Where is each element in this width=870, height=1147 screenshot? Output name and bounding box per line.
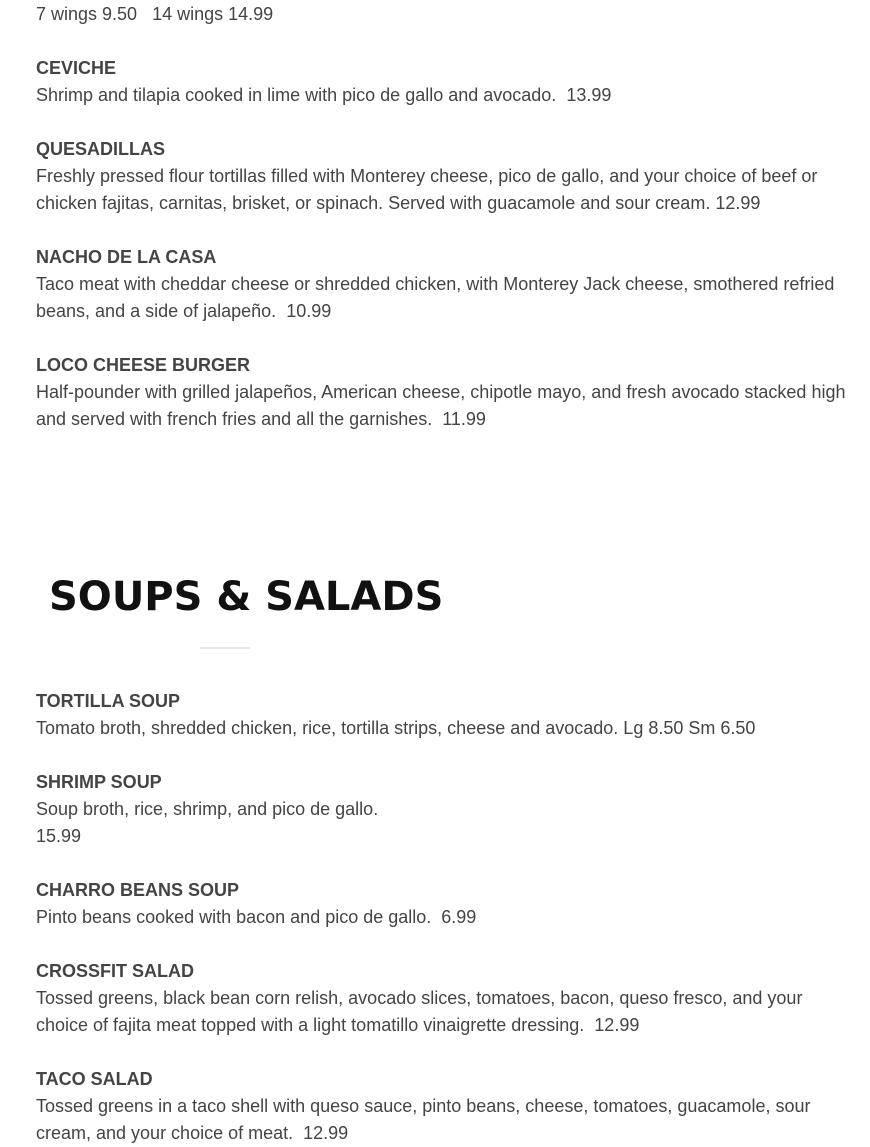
spacer (36, 1039, 846, 1066)
item-name: NACHO DE LA CASA (36, 247, 217, 267)
menu-item-crossfit-salad (36, 958, 846, 1039)
menu-item-taco-salad (36, 1066, 846, 1147)
spacer (36, 742, 846, 769)
item-description: Pinto beans cooked with bacon and pico de gallo. 6.99 (36, 907, 477, 927)
menu-item-tortilla-soup (36, 688, 846, 742)
item-name: TORTILLA SOUP (36, 691, 180, 711)
menu-item-quesadillas (36, 136, 846, 217)
appetizers-list (36, 1, 851, 433)
item-description: Taco meat with cheddar cheese or shredded chicken, with Monterey Jack cheese, smothered refried beans, and a side of jalapeño. 10.99 (36, 274, 840, 321)
section-divider (200, 647, 250, 649)
menu-item-shrimp-soup (36, 769, 846, 850)
item-description: Half-pounder with grilled jalapeños, American cheese, chipotle mayo, and fresh avocado stacked high and served with french fries and all the garnishes. 11.99 (36, 382, 851, 429)
spacer (36, 850, 846, 877)
item-description: Tossed greens, black bean corn relish, avocado slices, tomatoes, bacon, queso fresco, and your choice of fajita meat topped with a light tomatillo vinaigrette dressing. 12.99 (36, 988, 808, 1035)
spacer (36, 325, 846, 352)
menu-item-loco-cheese-burger (36, 352, 851, 433)
menu-item-ceviche (36, 55, 846, 109)
spacer (36, 217, 846, 244)
item-description: Tossed greens in a taco shell with queso sauce, pinto beans, cheese, tomatoes, guacamole, sour cream, and your choice of meat. 12.99 (36, 1096, 816, 1143)
menu-item-charro-beans-soup (36, 877, 846, 931)
menu-item-nacho-de-la-casa (36, 244, 846, 325)
item-name: CEVICHE (36, 58, 117, 78)
item-description: Soup broth, rice, shrimp, and pico de gallo. 15.99 (36, 799, 379, 846)
soups-salads-list (36, 688, 846, 1147)
section-title-soups-salads: SOUPS & SALADS (49, 574, 444, 620)
wings-price-line: 7 wings 9.50 14 wings 14.99 (36, 4, 274, 24)
spacer (36, 28, 846, 55)
spacer (36, 109, 846, 136)
spacer (36, 931, 846, 958)
item-name: CHARRO BEANS SOUP (36, 880, 240, 900)
item-description: Shrimp and tilapia cooked in lime with pico de gallo and avocado. 13.99 (36, 85, 612, 105)
item-name: TACO SALAD (36, 1069, 153, 1089)
item-name: LOCO CHEESE BURGER (36, 355, 251, 375)
item-description: Tomato broth, shredded chicken, rice, tortilla strips, cheese and avocado. Lg 8.50 Sm 6.50 (36, 718, 756, 738)
item-name: SHRIMP SOUP (36, 772, 162, 792)
item-description: Freshly pressed flour tortillas filled with Monterey cheese, pico de gallo, and your choice of beef or chicken fajitas, carnitas, brisket, or spinach. Served with guacamole and sour cream. 12.99 (36, 166, 823, 213)
item-name: CROSSFIT SALAD (36, 961, 195, 981)
item-name: QUESADILLAS (36, 139, 166, 159)
